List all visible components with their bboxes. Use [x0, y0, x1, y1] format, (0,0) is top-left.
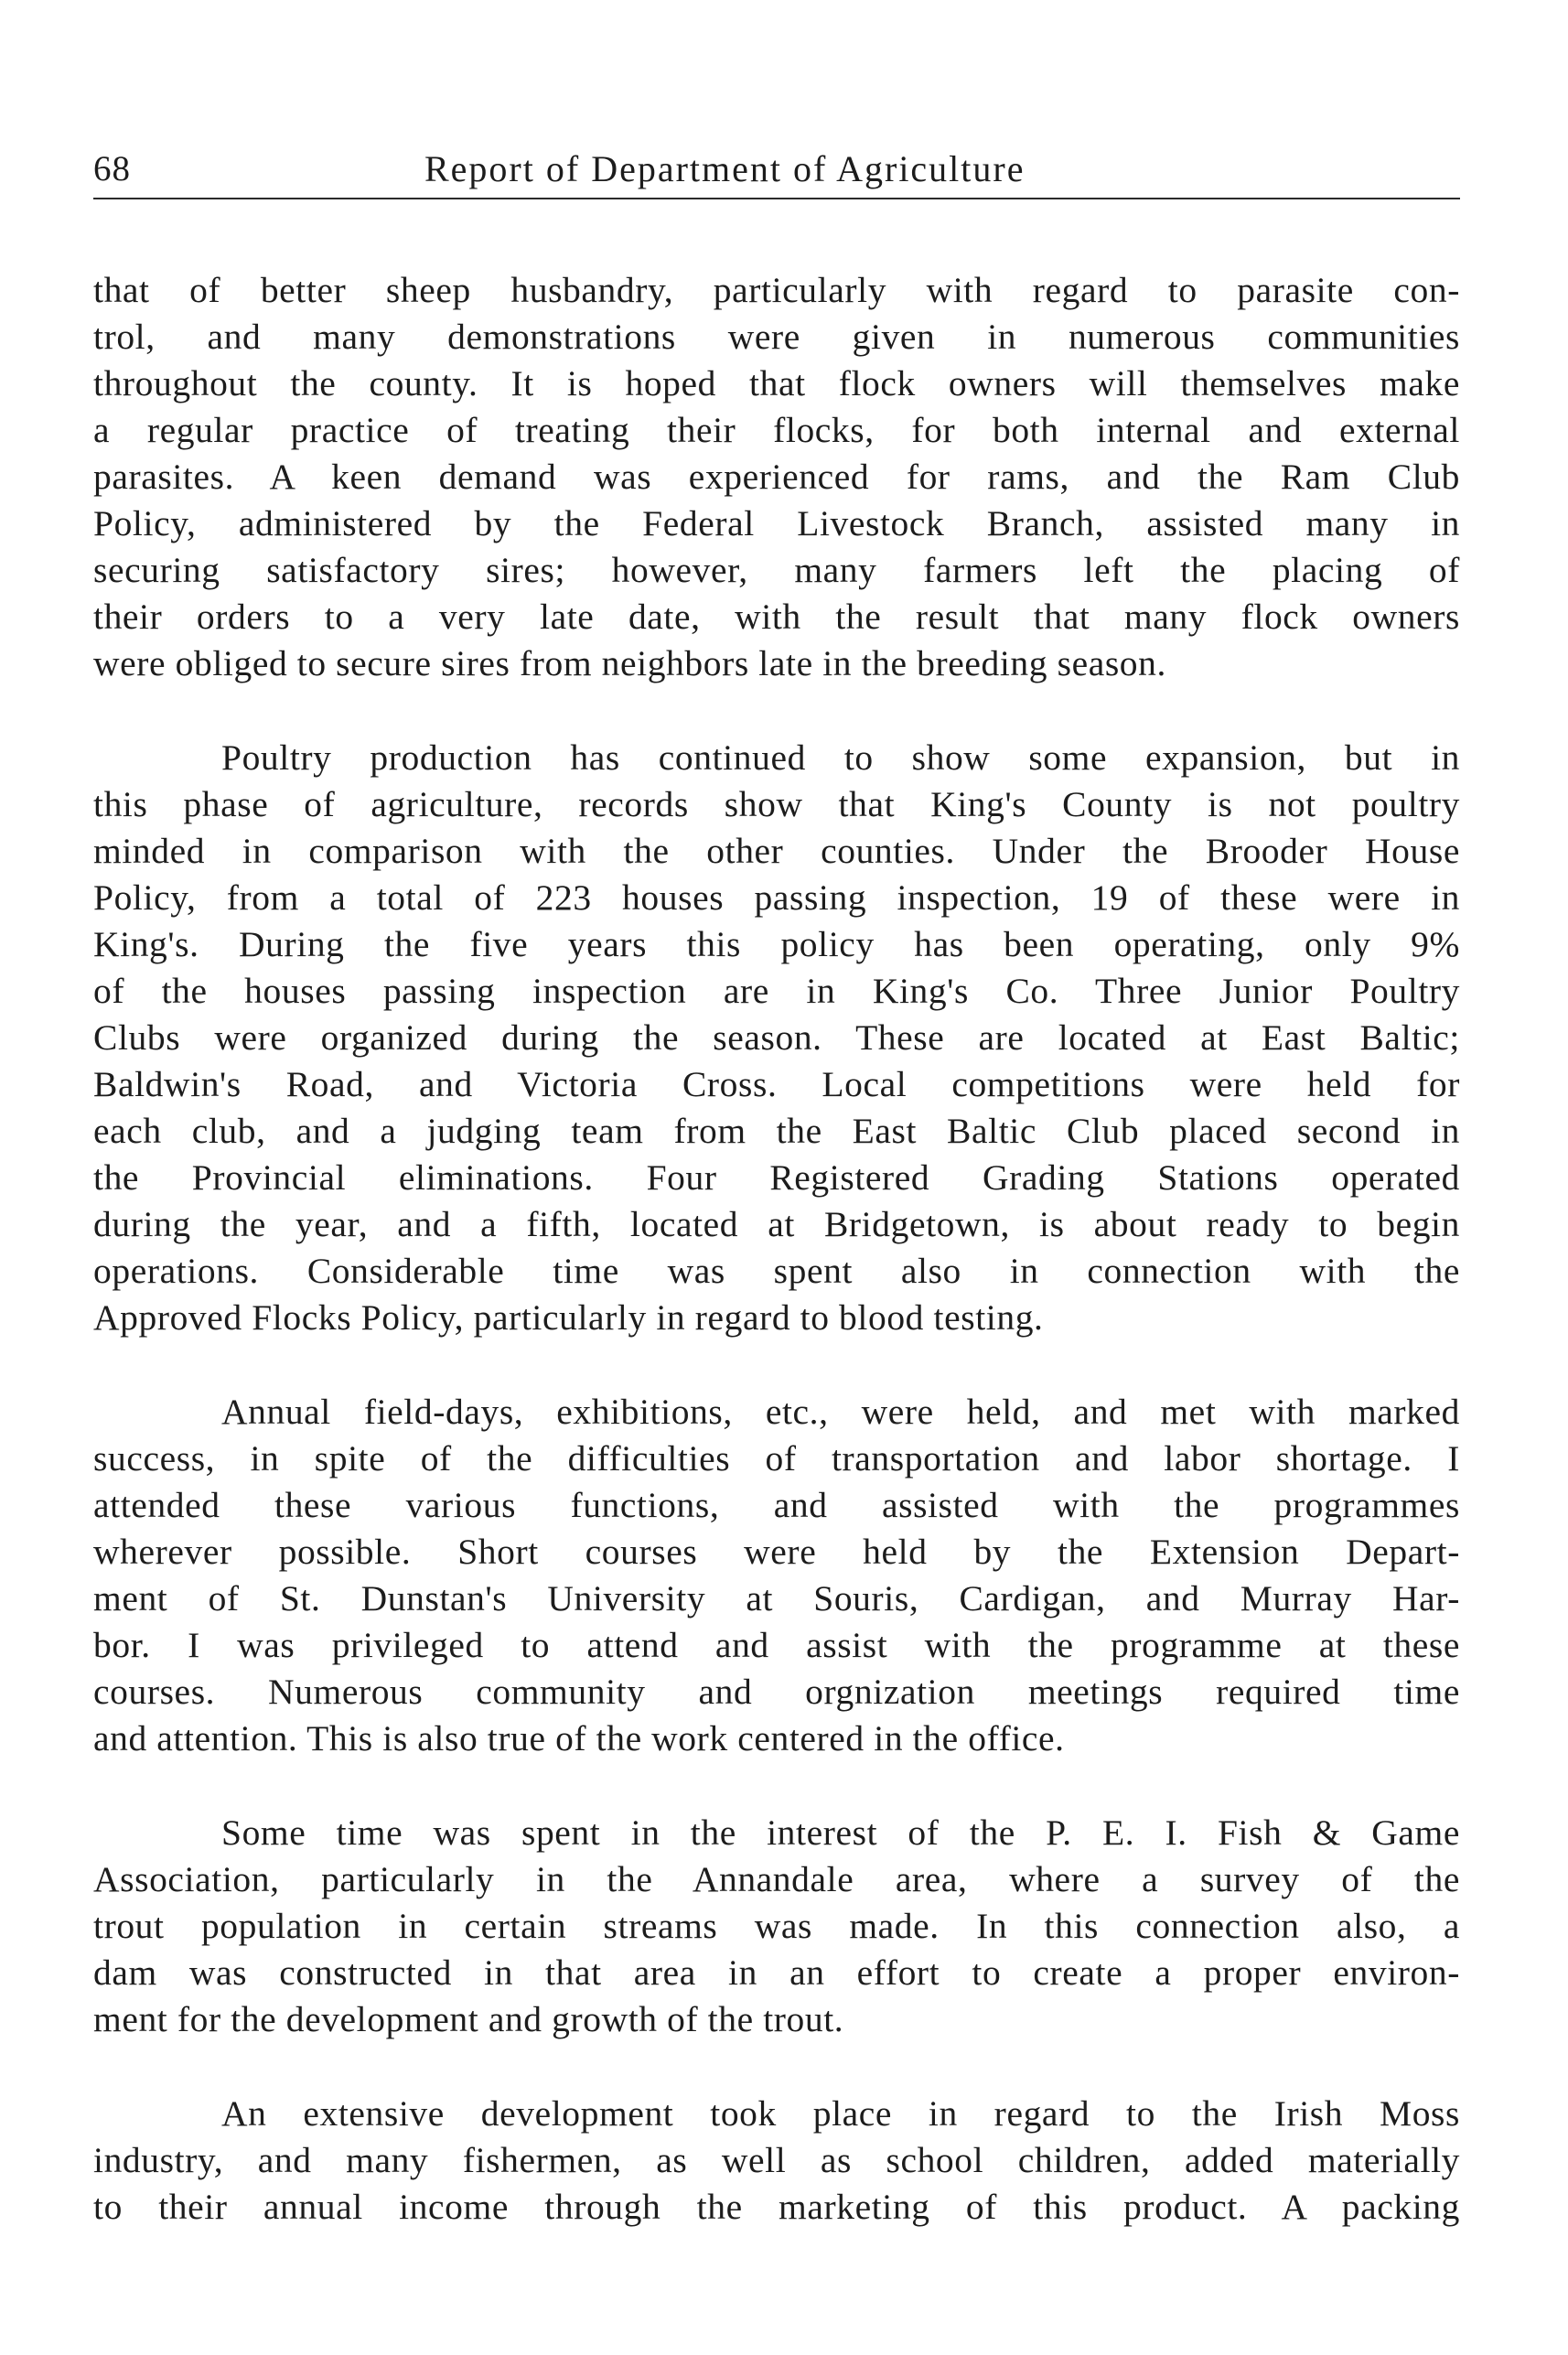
paragraph-sheep-husbandry	[93, 267, 1460, 687]
text-line: operations. Considerable time was spent also in connection with the	[93, 1251, 1460, 1291]
paragraph-fish-game	[93, 1810, 1460, 2043]
text-line: trout population in certain streams was made. In this connection also, a	[93, 1906, 1460, 1946]
page-number: 68	[93, 149, 131, 188]
header-rule	[93, 198, 1460, 199]
text-line: courses. Numerous community and orgnization meetings required time	[93, 1672, 1460, 1712]
text-line: dam was constructed in that area in an effort to create a proper environ-	[93, 1952, 1460, 1993]
body-text	[93, 267, 1460, 2278]
running-head	[93, 146, 1460, 201]
text-line: ment for the development and growth of the trout.	[93, 1999, 844, 2039]
text-line: Annual field-days, exhibitions, etc., were held, and met with marked	[221, 1392, 1460, 1432]
text-line: trol, and many demonstrations were given in numerous communities	[93, 317, 1460, 357]
text-line: Policy, from a total of 223 houses passing inspection, 19 of these were in	[93, 877, 1460, 918]
text-line: of the houses passing inspection are in King's Co. Three Junior Poultry	[93, 971, 1460, 1011]
text-line: Baldwin's Road, and Victoria Cross. Local competitions were held for	[93, 1064, 1460, 1104]
text-line: throughout the county. It is hoped that flock owners will themselves make	[93, 363, 1460, 403]
text-line: Some time was spent in the interest of the P. E. I. Fish & Game	[221, 1812, 1460, 1853]
paragraph-field-days	[93, 1389, 1460, 1762]
text-line: their orders to a very late date, with the result that many flock owners	[93, 597, 1460, 637]
text-line: securing satisfactory sires; however, many farmers left the placing of	[93, 550, 1460, 590]
text-line: ment of St. Dunstan's University at Souris, Cardigan, and Murray Har-	[93, 1578, 1460, 1618]
text-line: Poultry production has continued to show some expansion, but in	[221, 737, 1460, 778]
text-line: that of better sheep husbandry, particularly with regard to parasite con-	[93, 270, 1460, 310]
text-line: Clubs were organized during the season. These are located at East Baltic;	[93, 1017, 1460, 1058]
text-line: success, in spite of the difficulties of transportation and labor shortage. I	[93, 1438, 1460, 1479]
paragraph-irish-moss	[93, 2091, 1460, 2231]
text-line: to their annual income through the marketing of this product. A packing	[93, 2187, 1460, 2227]
text-line: attended these various functions, and assisted with the programmes	[93, 1485, 1460, 1525]
text-line: Approved Flocks Policy, particularly in regard to blood testing.	[93, 1297, 1044, 1338]
text-line: each club, and a judging team from the East Baltic Club placed second in	[93, 1111, 1460, 1151]
text-line: during the year, and a fifth, located at Bridgetown, is about ready to begin	[93, 1204, 1460, 1244]
text-line: were obliged to secure sires from neighbors late in the breeding season.	[93, 643, 1166, 683]
text-line: minded in comparison with the other counties. Under the Brooder House	[93, 831, 1460, 871]
text-line: wherever possible. Short courses were held by the Extension Depart-	[93, 1532, 1460, 1572]
text-line: a regular practice of treating their flocks, for both internal and external	[93, 410, 1460, 450]
text-line: the Provincial eliminations. Four Registered Grading Stations operated	[93, 1157, 1460, 1198]
text-line: bor. I was privileged to attend and assist with the programme at these	[93, 1625, 1460, 1665]
text-line: Policy, administered by the Federal Livestock Branch, assisted many in	[93, 503, 1460, 543]
text-line: An extensive development took place in regard to the Irish Moss	[221, 2093, 1460, 2134]
text-line: this phase of agriculture, records show that King's County is not poultry	[93, 784, 1460, 824]
text-line: and attention. This is also true of the work centered in the office.	[93, 1718, 1065, 1758]
text-line: King's. During the five years this policy has been operating, only 9%	[93, 924, 1460, 964]
running-title: Report of Department of Agriculture	[424, 148, 1026, 189]
text-line: industry, and many fishermen, as well as school children, added materially	[93, 2140, 1460, 2180]
text-line: parasites. A keen demand was experienced for rams, and the Ram Club	[93, 457, 1460, 497]
paragraph-poultry	[93, 735, 1460, 1341]
text-line: Association, particularly in the Annandale area, where a survey of the	[93, 1859, 1460, 1899]
